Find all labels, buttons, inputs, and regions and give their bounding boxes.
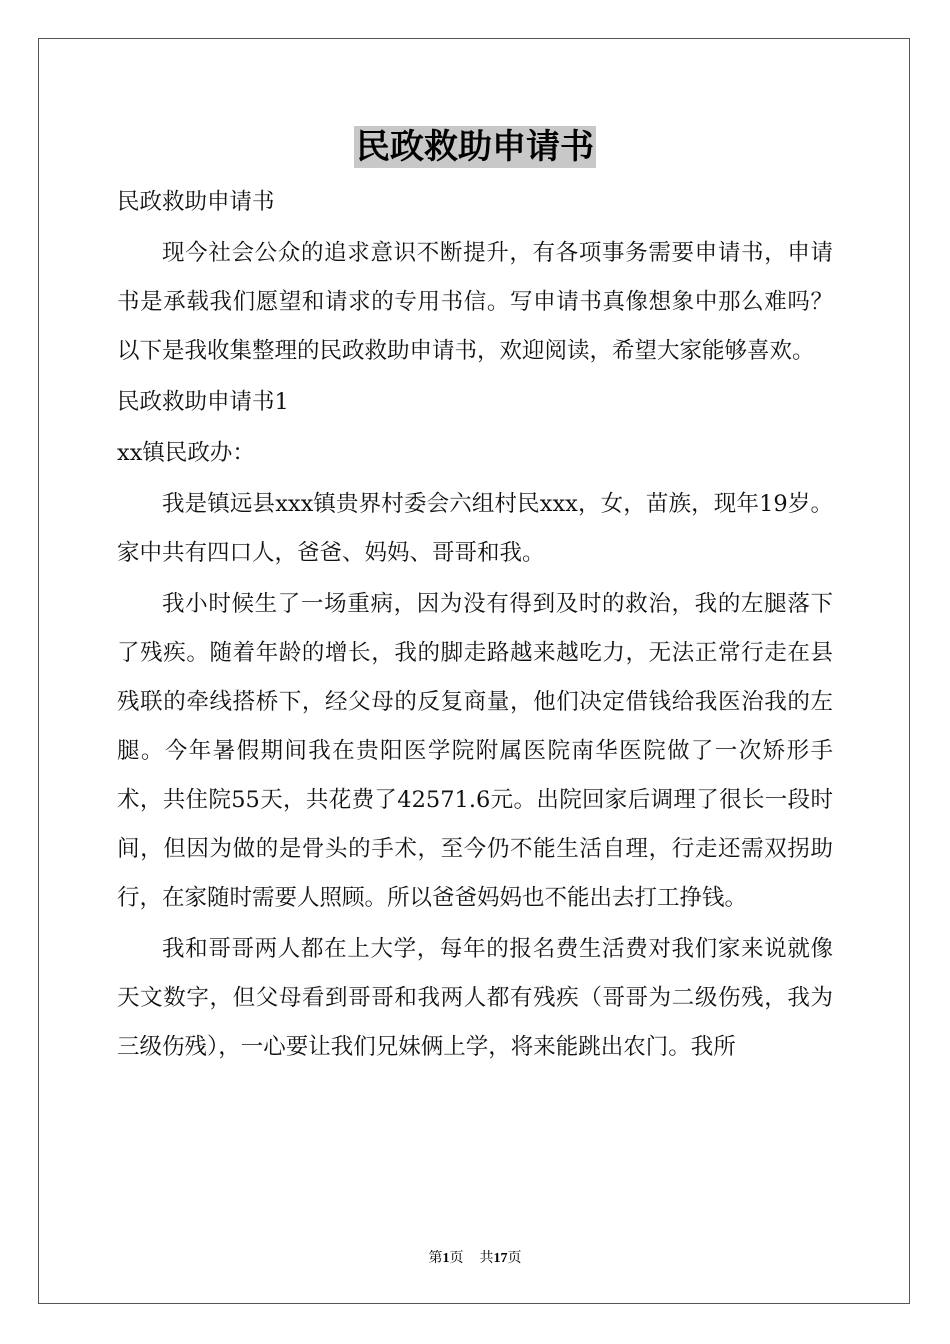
paragraph: 我和哥哥两人都在上大学，每年的报名费生活费对我们家来说就像天文数字，但父母看到哥哥和我两人都有残疾（哥哥为二级伤残，我为三级伤残），一心要让我们兄妹俩上学，将来能跳出农门。我所 [117, 936, 833, 1060]
page-suffix: 页 [449, 1251, 464, 1266]
paragraph: xx镇民政办： [117, 440, 255, 466]
paragraph: 我小时候生了一场重病，因为没有得到及时的救治，我的左腿落下了残疾。随着年龄的增长，我的脚走路越来越吃力，无法正常行走在县残联的牵线搭桥下，经父母的反复商量，他们决定借钱给我医治我的左腿。今年暑假期间我在贵阳医学院附属医院南华医院做了一次矫形手术，共住院55天，共花费了42571.6元。出院回家后调理了很长一段时间，但因为做的是骨头的手术，至今仍不能生活自理，行走还需双拐助行，在家随时需要人照顾。所以爸爸妈妈也不能出去打工挣钱。 [117, 591, 833, 911]
paragraph: 我是镇远县xxx镇贵界村委会六组村民xxx，女，苗族，现年19岁。家中共有四口人，爸爸、妈妈、哥哥和我。 [117, 491, 833, 566]
page-number: 1 [442, 1251, 450, 1266]
title-container [0, 126, 950, 168]
paragraph: 民政救助申请书 [117, 189, 275, 215]
document-body [117, 178, 833, 1074]
total-pages: 17 [493, 1251, 508, 1266]
total-prefix: 共 [479, 1251, 494, 1266]
paragraph: 民政救助申请书1 [117, 389, 289, 415]
document-title: 民政救助申请书 [356, 127, 594, 167]
page-prefix: 第 [428, 1251, 443, 1266]
total-suffix: 页 [507, 1251, 522, 1266]
paragraph: 现今社会公众的追求意识不断提升，有各项事务需要申请书，申请书是承载我们愿望和请求的专用书信。写申请书真像想象中那么难吗？以下是我收集整理的民政救助申请书，欢迎阅读，希望大家能够喜欢。 [117, 240, 833, 364]
page-footer [0, 1247, 950, 1267]
